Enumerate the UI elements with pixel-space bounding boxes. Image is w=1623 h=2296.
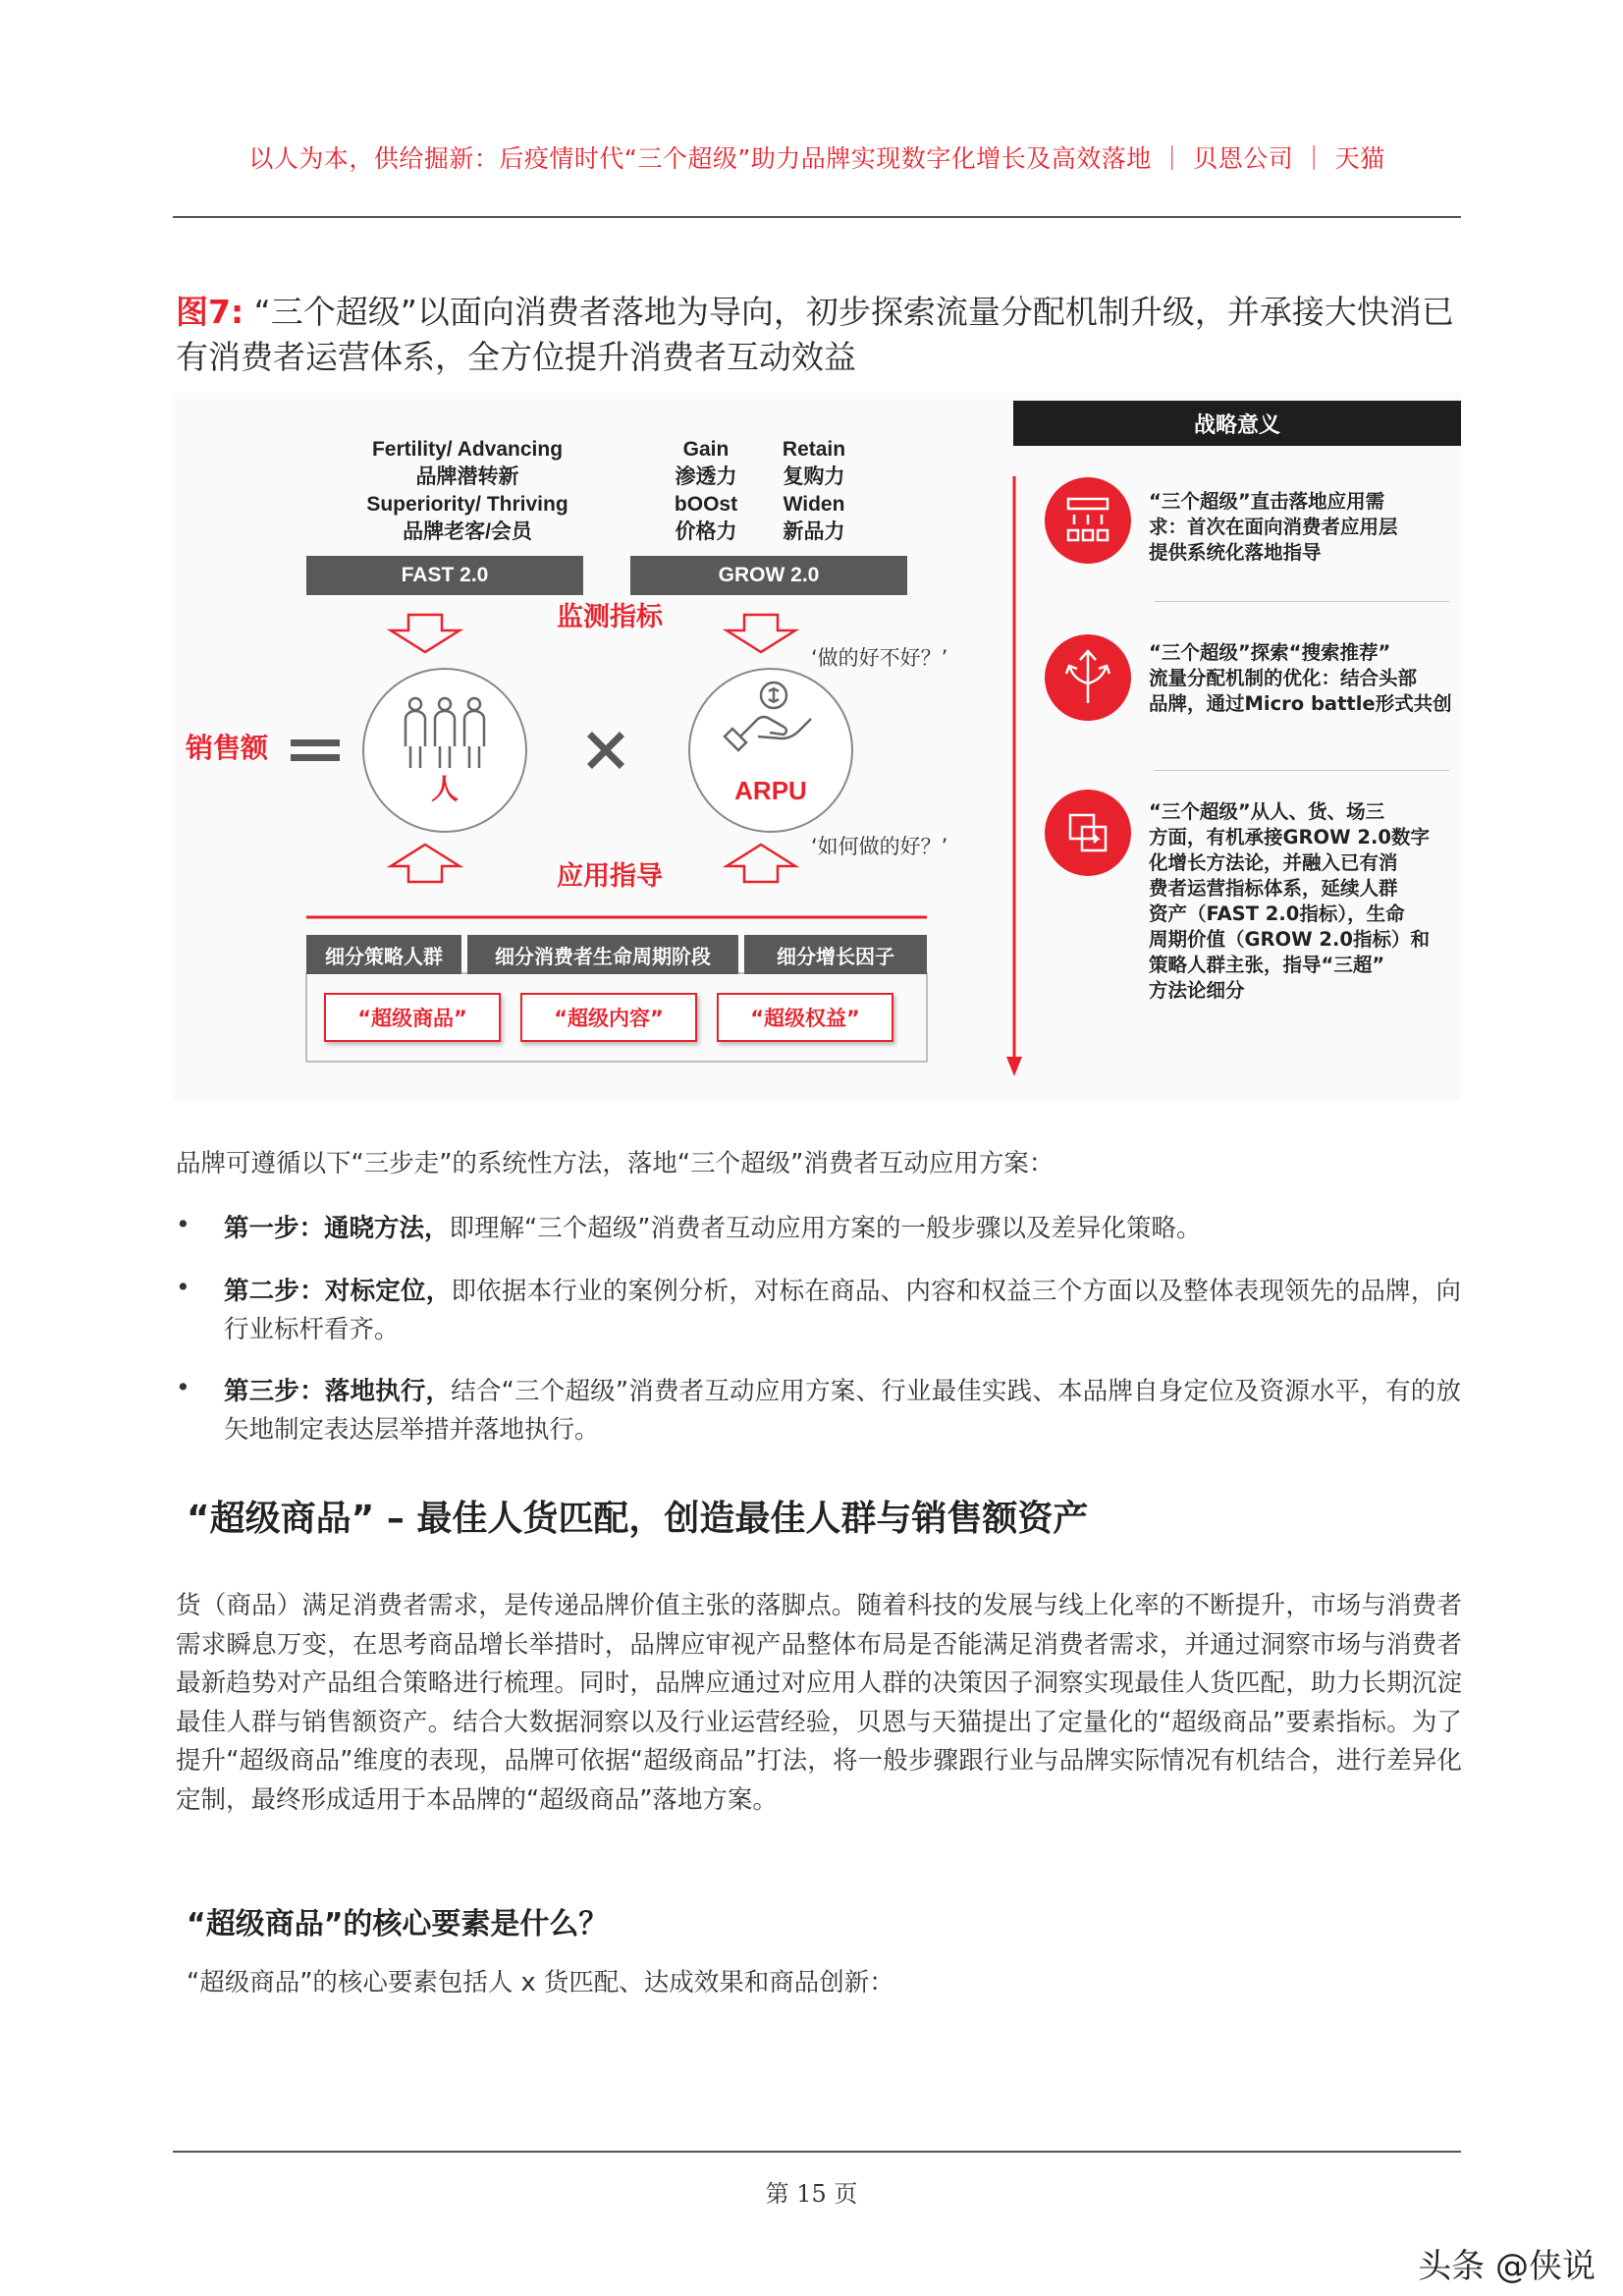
strategy-item-3-line: 方法论细分 (1149, 979, 1245, 1002)
grow-up-arrow (727, 845, 795, 882)
watermark: 头条 @侠说 (1418, 2247, 1596, 2286)
equals-sign (291, 739, 340, 746)
fast-line-1: Fertility/ Advancing (371, 438, 564, 461)
header-divider (173, 216, 1461, 218)
segment-strategy-crowd: 细分策略人群 (306, 935, 461, 974)
segment-lifecycle: 细分消费者生命周期阶段 (467, 935, 738, 974)
running-header: 以人为本，供给掘新：后疫情时代“三个超级”助力品牌实现数字化增长及高效落地 ｜ 贝恩公司 ｜ 天猫 (248, 144, 1385, 173)
section-body: 货（商品）满足消费者需求，是传递品牌价值主张的落脚点。随着科技的发展与线上化率的不断提升，市场与消费者需求瞬息万变，在思考商品增长举措时，品牌应审视产品整体布局是否能满足消费者需求，并通过洞察市场与消费者最新趋势对产品组合策略进行梳理。同时，品牌应通过对应用人群的决策因子洞察实现最佳人货匹配，助力长期沉淀最佳人群与销售额资产。结合大数据洞察以及行业运营经验，贝恩与天猫提出了定量化的“超级商品”要素指标。为了提升“超级商品”维度的表现，品牌可依据“超级商品”打法，将一般步骤跟行业与品牌实际情况有机结合，进行差异化定制，最终形成适用于本品牌的“超级商品”落地方案。 (176, 1591, 1462, 1815)
grow-bar: GROW 2.0 (630, 556, 907, 595)
strategy-item-2 (1149, 640, 1461, 717)
strategy-header: 战略意义 (1013, 401, 1461, 446)
strategy-item-2-line: 品牌，通过Micro battle形式共创 (1149, 692, 1452, 715)
quote-how-to: ‘如何做的好？’ (811, 835, 948, 858)
section-title: “超级商品” – 最佳人货匹配，创造最佳人群与销售额资产 (187, 1499, 1089, 1539)
strategy-item-3-line: 化增长方法论，并融入已有消 (1149, 851, 1398, 874)
sales-label: 销售额 (185, 733, 268, 763)
strategy-item-3-line: 费者运营指标体系，延续人群 (1149, 877, 1398, 900)
fast-line-4: 品牌老客/会员 (403, 520, 532, 543)
grow-widen: Widen (783, 493, 845, 516)
strategy-item-2-line: “三个超级”探索“搜索推荐” (1149, 641, 1391, 664)
super-content-box: “超级内容” (520, 993, 697, 1042)
grow-gain: Gain (682, 438, 730, 461)
people-label: 人 (430, 774, 459, 804)
strategy-item-3-line: 方面，有机承接GROW 2.0数字 (1149, 826, 1430, 848)
step-2-label: 第二步：对标定位， (224, 1277, 452, 1306)
fast-up-arrow (391, 845, 460, 882)
multiply-sign (592, 737, 620, 764)
page-number: 第 15 页 (765, 2180, 858, 2208)
strategy-item-3 (1149, 799, 1455, 1004)
strategy-item-1-line: “三个超级”直击落地应用需 (1149, 490, 1385, 513)
intro-paragraph: 品牌可遵循以下“三步走”的系统性方法，落地“三个超级”消费者互动应用方案： (176, 1149, 1055, 1178)
fast-line-2: 品牌潜转新 (415, 465, 519, 488)
bullet-1: • (176, 1210, 190, 1238)
integration-icon (1045, 790, 1131, 876)
step-2 (224, 1273, 1461, 1349)
strategy-item-1-line: 求：首次在面向消费者应用层 (1149, 516, 1398, 538)
apply-label: 应用指导 (557, 861, 663, 891)
step-3-text: 结合“三个超级”消费者互动应用方案、行业最佳实践、本品牌自身定位及资源水平，有的放矢地制定表达层举措并落地执行。 (224, 1377, 1461, 1445)
grow-retain-cn: 复购力 (783, 465, 845, 488)
monitor-label: 监测指标 (557, 602, 663, 631)
grow-gain-cn: 渗透力 (675, 465, 737, 488)
step-3 (224, 1373, 1461, 1449)
quote-how-well: ‘做的好不好？’ (811, 646, 948, 670)
people-circle (363, 669, 526, 832)
subsection-title: “超级商品”的核心要素是什么？ (187, 1907, 609, 1941)
grow-boost-cn: 价格力 (675, 520, 737, 543)
segment-growth-factor: 细分增长因子 (744, 935, 927, 974)
figure-diagram (173, 393, 1461, 1100)
step-1-label: 第一步：通晓方法， (224, 1214, 450, 1243)
grow-boost: bOOst (674, 493, 738, 516)
figure-title (176, 290, 1462, 380)
figure-label: 图7: (176, 293, 244, 331)
grow-widen-cn: 新品力 (783, 520, 845, 543)
strategy-divider (1155, 601, 1449, 602)
super-product-box: “超级商品” (324, 993, 501, 1042)
step-1 (224, 1210, 1461, 1248)
strategy-item-3-line: “三个超级”从人、货、场三 (1149, 800, 1385, 823)
fast-bar: FAST 2.0 (306, 556, 583, 595)
bullet-3: • (176, 1373, 190, 1401)
strategy-item-3-line: 周期价值（GROW 2.0指标）和 (1149, 928, 1430, 951)
subsection-body: “超级商品”的核心要素包括人 x 货匹配、达成效果和商品创新： (187, 1968, 894, 1997)
fast-line-3: Superiority/ Thriving (366, 493, 568, 516)
super-benefit-box: “超级权益” (717, 993, 893, 1042)
fast-down-arrow (391, 615, 460, 652)
step-2-text: 即依据本行业的案例分析，对标在商品、内容和权益三个方面以及整体表现领先的品牌，向行业标杆看齐。 (224, 1277, 1461, 1344)
strategy-item-3-line: 资产（FAST 2.0指标），生命 (1149, 902, 1405, 925)
grow-down-arrow (727, 615, 795, 652)
grow-retain: Retain (782, 438, 846, 461)
strategy-item-3-line: 策略人群主张，指导“三超” (1149, 954, 1385, 976)
footer-divider (173, 2151, 1461, 2153)
strategy-arrow-head (1006, 1057, 1022, 1076)
step-3-label: 第三步：落地执行， (224, 1377, 452, 1406)
strategy-item-1 (1149, 489, 1455, 566)
strategy-item-2-line: 流量分配机制的优化：结合头部 (1149, 667, 1418, 689)
arpu-circle (689, 669, 852, 832)
bullet-2: • (176, 1273, 190, 1301)
arpu-label: ARPU (734, 776, 807, 805)
figure-caption: “三个超级”以面向消费者落地为导向，初步探索流量分配机制升级，并承接大快消已有消费者运营体系，全方位提升消费者互动效益 (176, 293, 1454, 376)
strategy-item-1-line: 提供系统化落地指导 (1149, 541, 1322, 564)
step-1-text: 即理解“三个超级”消费者互动应用方案的一般步骤以及差异化策略。 (449, 1214, 1202, 1243)
strategy-divider (1155, 770, 1449, 771)
